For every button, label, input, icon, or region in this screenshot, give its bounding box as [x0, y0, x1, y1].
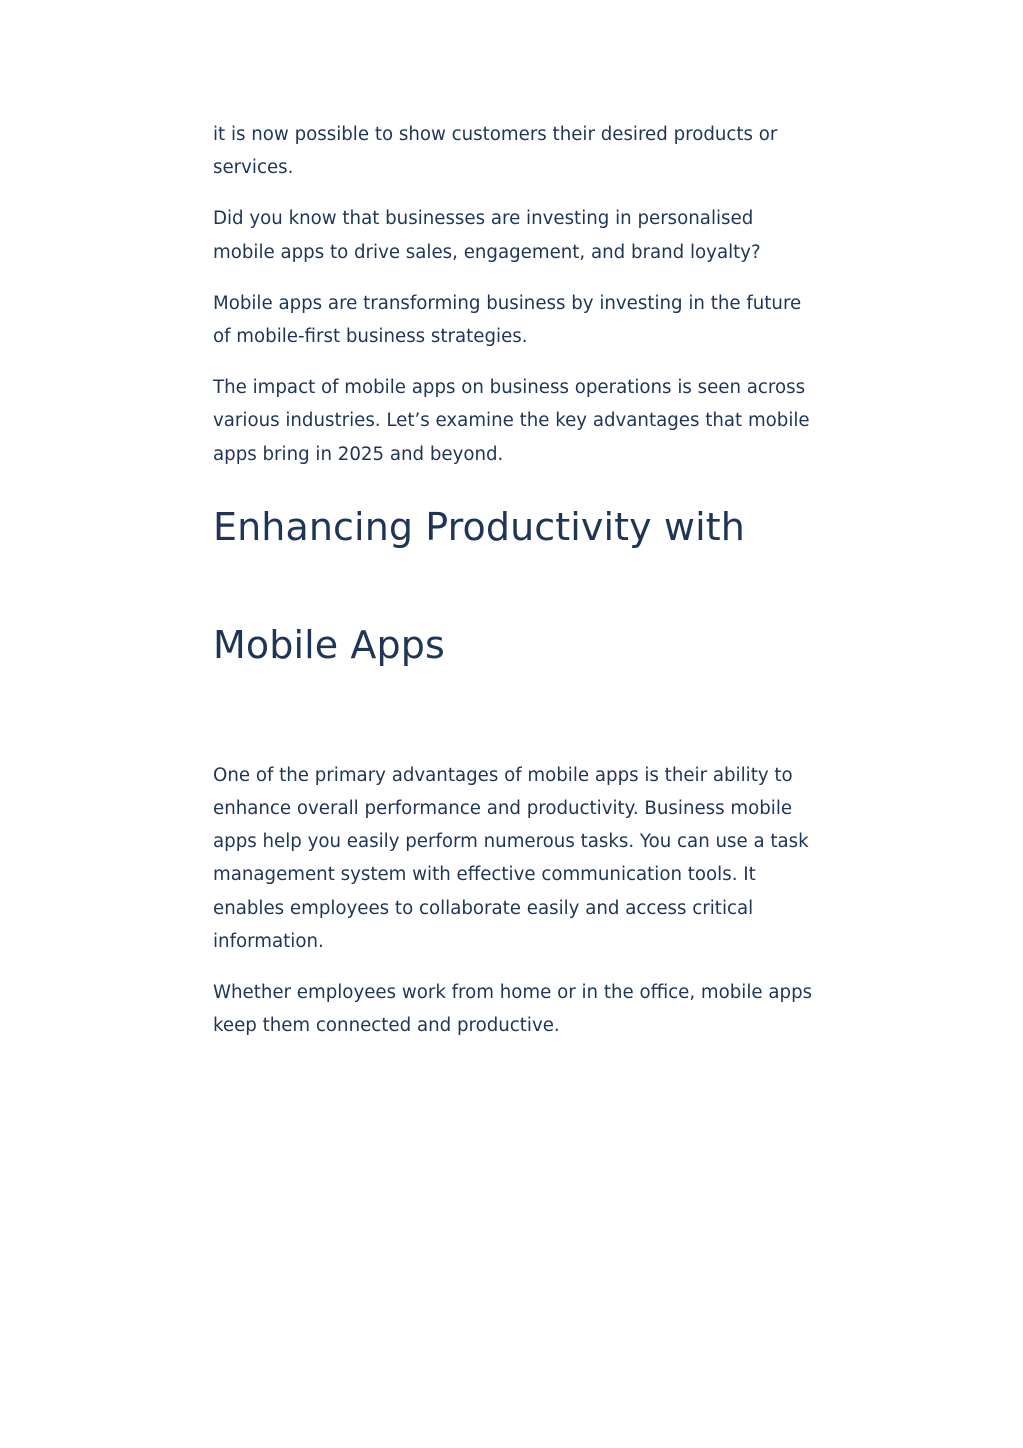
intro-paragraph-2: Did you know that businesses are investing in personalised mobile apps to drive sales, engagement, and brand loyalty? [213, 208, 761, 263]
body-paragraph-1: One of the primary advantages of mobile apps is their ability to enhance overall performance and productivity. Business mobile apps help you easily perform numerous tasks. You can use a task management system with effective communication tools. It enables employees to collaborate easily and access critical information. [213, 764, 809, 952]
body-paragraph-2: Whether employees work from home or in the office, mobile apps keep them connected and productive. [213, 982, 813, 1037]
section-heading [213, 468, 813, 704]
intro-paragraph-4: The impact of mobile apps on business operations is seen across various industries. Let’s examine the key advantages that mobile apps bring in 2025 and beyond. [213, 377, 810, 465]
section-heading-line-2: Mobile Apps [213, 622, 445, 667]
intro-paragraph-1: it is now possible to show customers their desired products or services. [213, 124, 778, 179]
section-heading-block [213, 468, 813, 704]
section-heading-line-1: Enhancing Productivity with [213, 504, 745, 549]
document-page [213, 118, 813, 1060]
intro-paragraph-3: Mobile apps are transforming business by investing in the future of mobile-first business strategies. [213, 292, 802, 348]
